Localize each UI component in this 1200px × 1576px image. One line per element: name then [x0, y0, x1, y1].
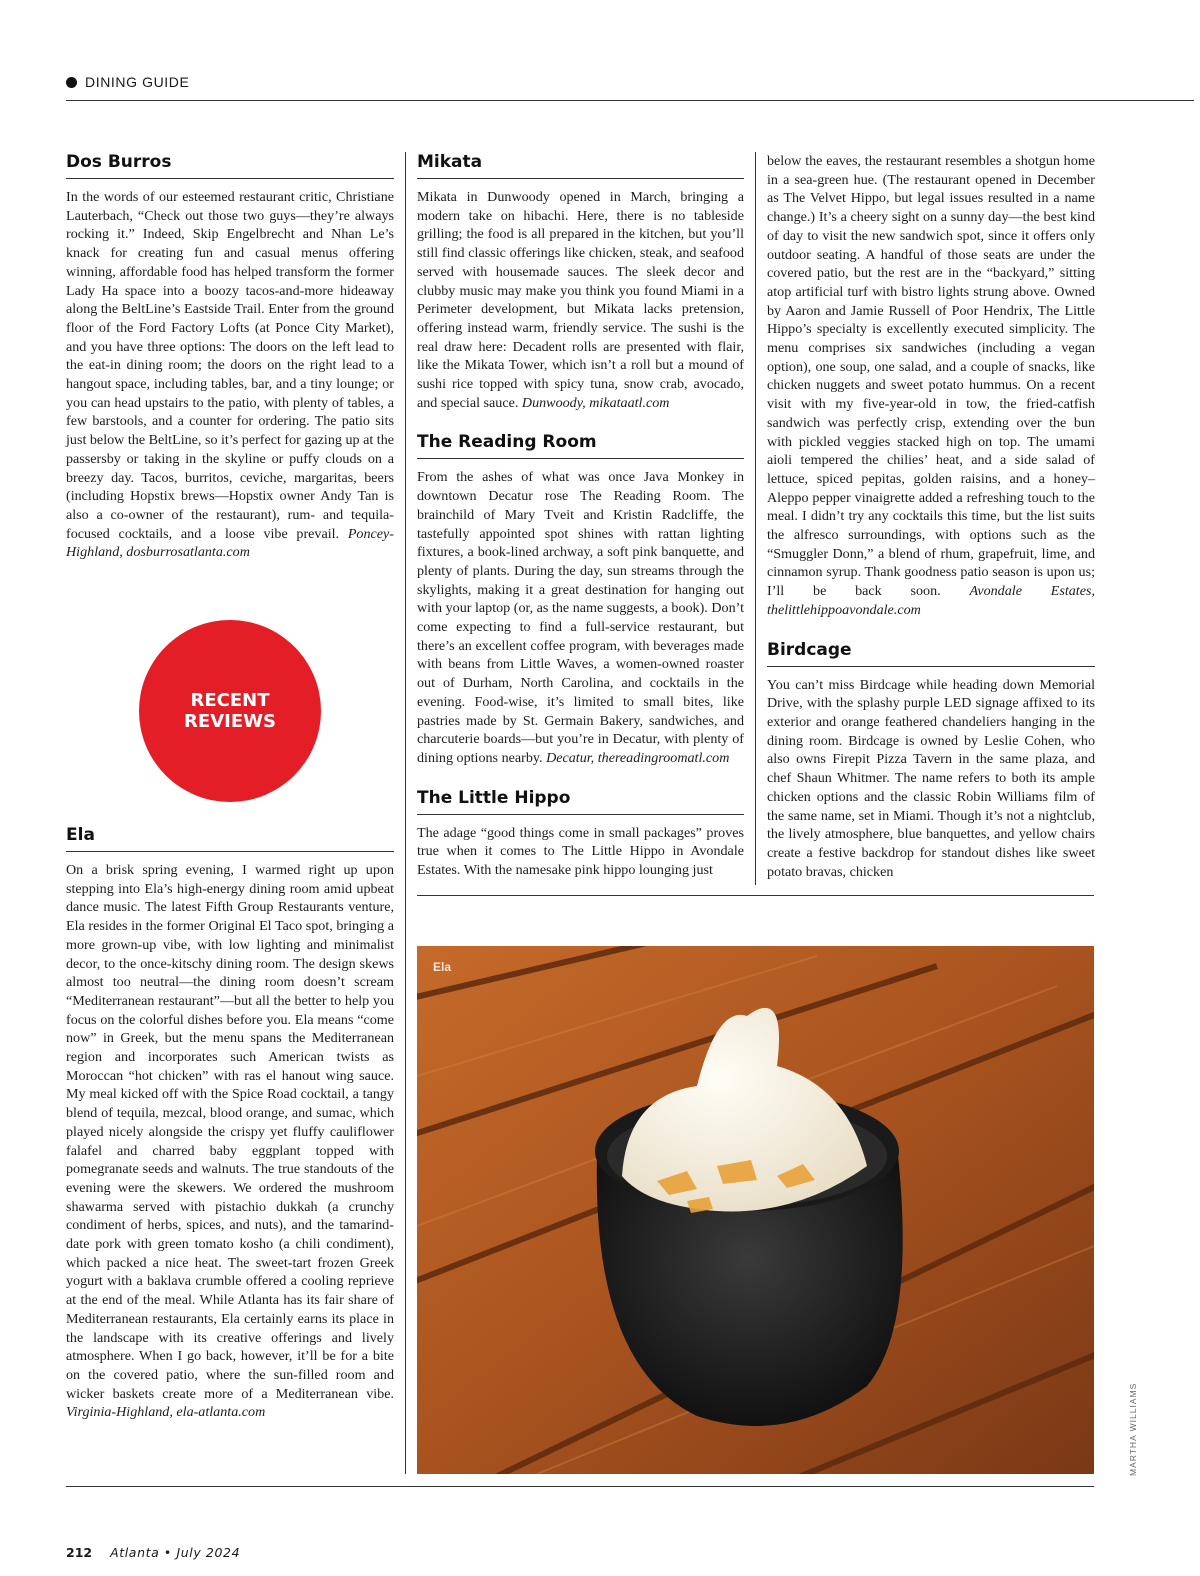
top-rule: [66, 100, 1194, 101]
review-title: The Reading Room: [417, 432, 744, 459]
ela-dessert-photo: [417, 946, 1094, 1474]
page-footer: [66, 1545, 240, 1560]
review-body: In the words of our esteemed restaurant critic, Christiane Lauterbach, “Check out those two guys—they’re always rocking it.” Indeed, Skip Engelbrecht and Nhan Le’s knack for creating fun and casual menus offering winning, affordable food has helped transform the former Lady Ha space into a boozy tacos-and-more hideaway along the BeltLine’s Eastside Trail. Enter from the ground floor of the Ford Factory Lofts (at Ponce City Market), and you have three options: The doors on the left lead to the eat-in dining room; the doors on the right lead to a hangout space, including tables, bar, and a tiny lounge; or you can head upstairs to the patio, with plenty of tables, a few barstools, and a counter for ordering. The patio sits just below the BeltLine, so it’s perfect for gazing up at the passersby or taking in the skyline or puffy clouds on a breezy day. Tacos, burritos, ceviche, margaritas, beers (including Hopstix brews—Hopstix owner Andy Tan is also a co-owner of the restaurant), rum- and tequila-focused cocktails, and a loose vibe prevail. Poncey-Highland, dosburrosatlanta.com: [66, 189, 394, 561]
section-label-text: DINING GUIDE: [85, 74, 190, 90]
column-middle: [417, 152, 744, 900]
review-little-hippo-continued: [767, 152, 1095, 620]
photo-credit: MARTHA WILLIAMS: [1128, 1382, 1138, 1476]
page-number: 212: [66, 1545, 93, 1560]
photo-caption: Ela: [433, 960, 452, 974]
bullet-dot-icon: [66, 77, 77, 88]
badge-line-1: RECENT: [190, 690, 270, 711]
review-ela: [66, 825, 394, 1422]
bottom-rule: [66, 1486, 1094, 1487]
photo-illustration: [417, 946, 1094, 1474]
review-body-part-2: below the eaves, the restaurant resembles a shotgun home in a sea-green hue. (The restaurant opened in December as The Velvet Hippo, but legal issues resulted in a name change.) It’s a cheery sight on a sunny day—the best kind of day to visit the new sandwich spot, since it offers only outdoor seating. A handful of those seats are under the covered patio, but the rest are in the “backyard,” sitting atop artificial turf with bistro lights strung above. Owned by Aaron and Jamie Russell of Poor Hendrix, The Little Hippo’s specialty is excellently executed simplicity. The menu comprises six sandwiches (including a vegan option), one soup, one salad, and a couple of snacks, like chicken nuggets and sweet potato hummus. On a recent visit with my five-year-old in tow, the fried-catfish sandwich was perfectly crisp, extending over the bun with pickled veggies stacked high on top. The umami aioli tempered the chilies’ heat, and a side salad of lettuce, spiced pepitas, golden raisins, and a honey–Aleppo pepper vinaigrette added a refreshing touch to the meal. I didn’t try any cocktails this time, but the list suits the alfresco surroundings, with options such as the “Smuggler Donn,” a blend of rhum, grapefruit, lime, and cinnamon syrup. Thank goodness patio season is upon us; I’ll be back soon. Avondale Estates, thelittlehippoavondale.com: [767, 153, 1095, 618]
review-title: Birdcage: [767, 640, 1095, 667]
review-signoff: Decatur, thereadingroomatl.com: [546, 749, 730, 766]
column-right: [767, 152, 1095, 901]
column-left-lower: [66, 825, 394, 1442]
review-reading-room: [417, 432, 744, 767]
badge-line-2: REVIEWS: [184, 711, 276, 732]
review-body: From the ashes of what was once Java Monkey in downtown Decatur rose The Reading Room. The brainchild of Mary Tveit and Kristin Radcliffe, the tastefully appointed spot shines with rattan lighting fixtures, a book-lined archway, a soft pink banquette, and plenty of plants. During the day, sun streams through the skylights, making it a great destination for hanging out with your laptop (or, as the name suggests, a book). Don’t come expecting to find a full-service restaurant, but there’s an excellent coffee program, with beverages made with beans from Little Waves, a women-owned roaster out of Durham, North Carolina, and cocktails in the evening. Food-wise, it’s limited to small bites, like pastries made by St. Germain Bakery, sandwiches, and charcuterie boards—but you’re in Decatur, with plenty of dining options nearby. Decatur, thereadingroomatl.com: [417, 469, 744, 766]
section-label: [66, 74, 189, 90]
column-left: [66, 152, 394, 582]
recent-reviews-badge: [139, 620, 321, 802]
review-dos-burros: [66, 152, 394, 562]
review-mikata: [417, 152, 744, 412]
review-little-hippo: [417, 788, 744, 880]
review-title: Mikata: [417, 152, 744, 179]
review-body: On a brisk spring evening, I warmed right up upon stepping into Ela’s high-energy dining room amid upbeat dance music. The latest Fifth Group Restaurants venture, Ela resides in the former Original El Taco spot, bringing a more grown-up vibe, with low lighting and minimalist decor, to the once-kitschy dining room. The design skews almost too neutral—the dining room doesn’t scream “Mediterranean restaurant”—but all the better to help you focus on the colorful dishes before you. Ela means “come now” in Greek, but the menu spans the Mediterranean region and incorporates such American twists as Moroccan “hot chicken” with ras el hanout wing sauce. My meal kicked off with the Spice Road cocktail, a tangy blend of tequila, mezcal, blood orange, and sumac, which played nicely alongside the crispy yet fluffy cauliflower falafel and charred baby eggplant topped with pomegranate seeds and walnuts. The true standouts of the evening were the skewers. We ordered the mushroom shawarma served with pistachio dukkah (a crunchy condiment of herbs, spices, and nuts), and the tamarind-date pork with green tomato kosho (a chili condiment), which packed a nice heat. The sweet-tart frozen Greek yogurt with a baklava crumble offered a cooling reprieve at the end of the meal. While Atlanta has its fair share of Mediterranean restaurants, Ela certainly earns its place in the landscape with its creative offerings and lively atmosphere. When I go back, however, it’ll be for a bite on the covered patio, where the sun-filled room and wicker baskets create more of a Mediterranean vibe. Virginia-Highland, ela-atlanta.com: [66, 862, 394, 1421]
column-divider-1: [405, 152, 406, 1474]
column-divider-2: [755, 152, 756, 885]
review-signoff: Dunwoody, mikataatl.com: [521, 394, 670, 411]
review-signoff: Poncey-Highland, dosburrosatlanta.com: [66, 525, 394, 561]
review-title: Dos Burros: [66, 152, 394, 179]
review-title: Ela: [66, 825, 394, 852]
review-title: The Little Hippo: [417, 788, 744, 815]
magazine-issue: Atlanta • July 2024: [110, 1545, 241, 1560]
review-body: You can’t miss Birdcage while heading down Memorial Drive, with the splashy purple LED signage affixed to its exterior and orange feathered chandeliers hanging in the dining room. Birdcage is owned by Leslie Cohen, who also owns Firepit Pizza Tavern in the same plaza, and chef Shaun Whitmer. The name refers to both its ample chicken options and the classic Robin Williams film of the same name, set in Miami. Though it’s not a nightclub, the lively atmosphere, blue banquettes, and yellow chairs create a festive backdrop for standout dishes like sweet potato bravas, chicken: [767, 676, 1095, 880]
review-birdcage: [767, 640, 1095, 882]
photo-top-rule: [417, 895, 1094, 896]
review-body: Mikata in Dunwoody opened in March, bringing a modern take on hibachi. Here, there is no tableside grilling; the food is all prepared in the kitchen, but you’ll still find classic offerings like chicken, steak, and seafood served with housemade sauces. The sleek decor and clubby music may make you think you found Miami in a Perimeter development, but Mikata lacks pretension, offering instead warm, friendly service. The sushi is the real draw here: Decadent rolls are presented with flair, like the Mikata Tower, which isn’t a roll but a mound of sushi rice topped with spicy tuna, snow crab, avocado, and special sauce. Dunwoody, mikataatl.com: [417, 189, 744, 411]
review-body-part-1: The adage “good things come in small packages” proves true when it comes to The Little Hippo in Avondale Estates. With the namesake pink hippo lounging just: [417, 824, 744, 879]
review-signoff: Virginia-Highland, ela-atlanta.com: [66, 1404, 266, 1421]
review-signoff: Avondale Estates, thelittlehippoavondale.com: [767, 583, 1095, 618]
